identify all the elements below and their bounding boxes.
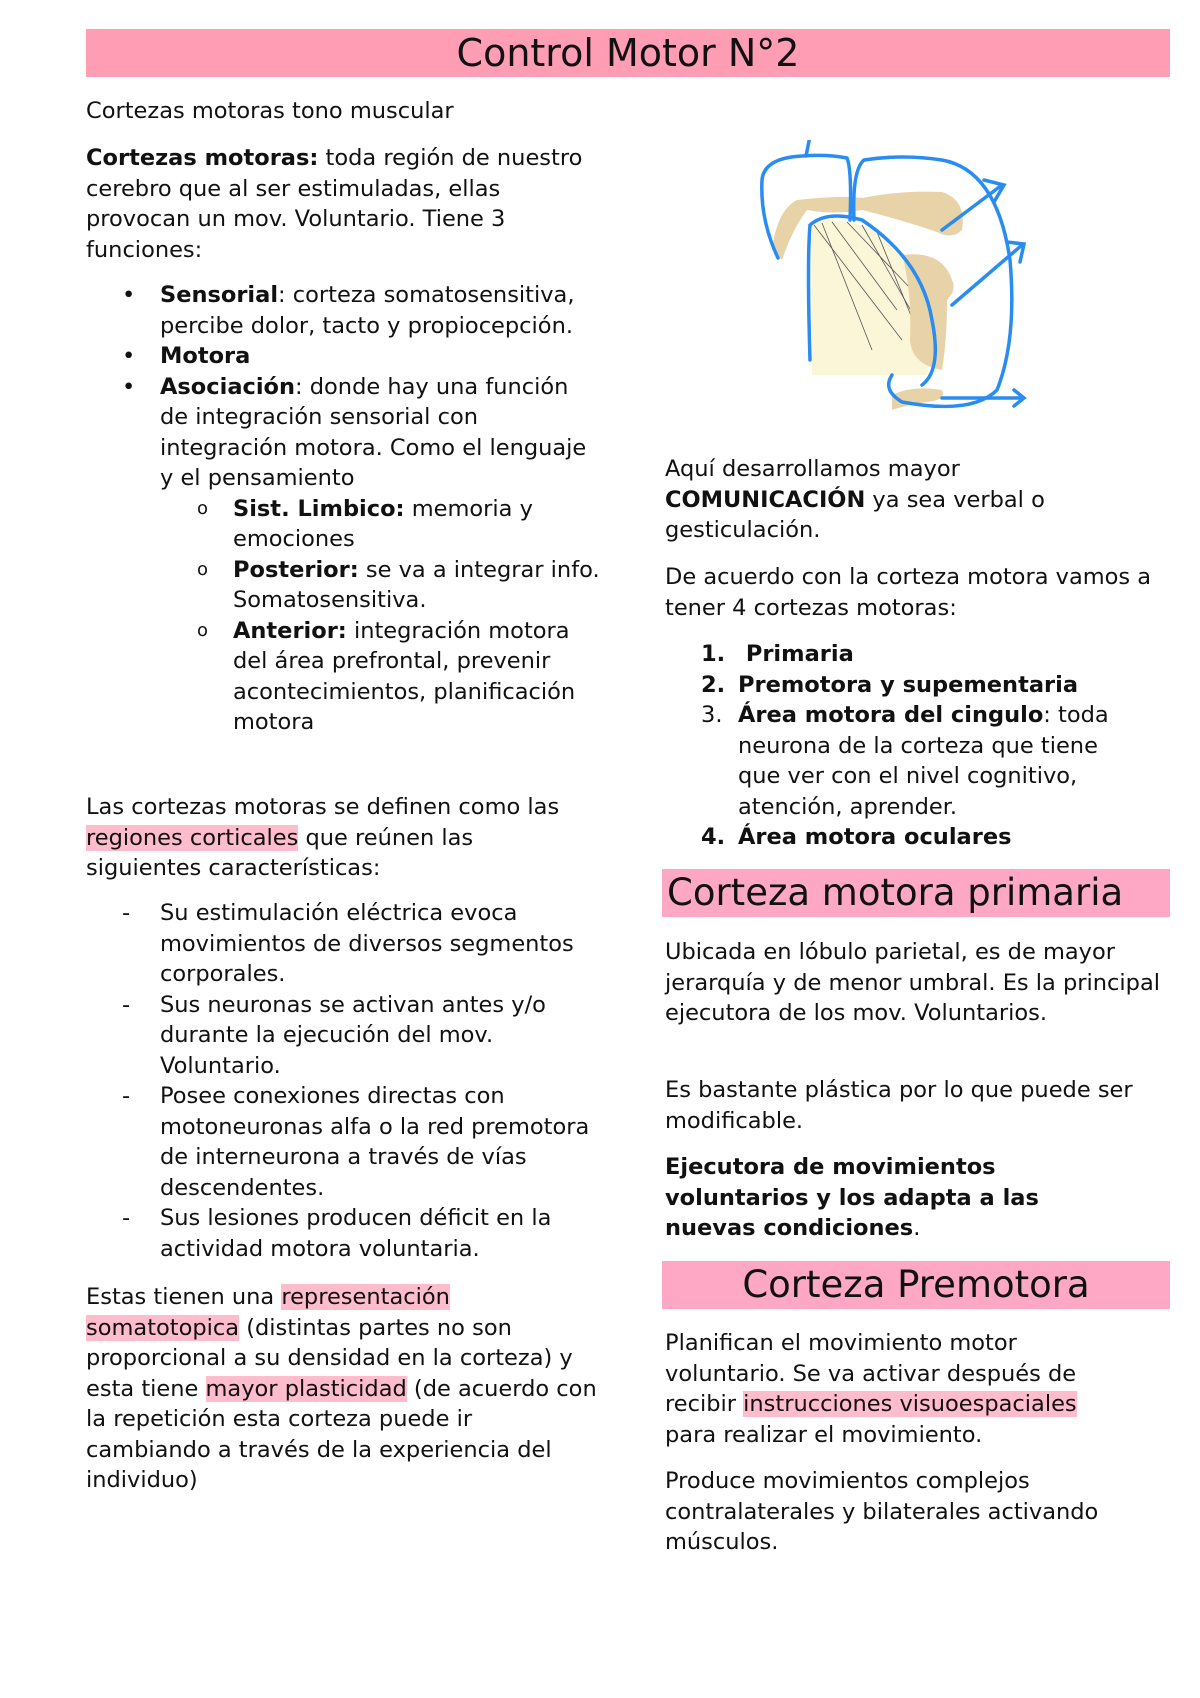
- list-item: [665, 700, 1135, 822]
- definition-paragraph: [86, 143, 606, 265]
- item-text: : donde hay una función de integración sensorial con integración motora. Como el lenguaje y el pensamiento: [160, 373, 587, 491]
- list-item: [86, 990, 606, 1082]
- item-number: 3.: [701, 702, 723, 728]
- bullet-icon: •: [122, 282, 136, 308]
- functions-list: [86, 280, 606, 738]
- sub-list-item: [86, 494, 606, 555]
- item-text: Sus lesiones producen déficit en la actividad motora voluntaria.: [160, 1205, 552, 1262]
- text: (de acuerdo con la repetición esta corteza puede ir cambiando a través de la experiencia del individuo): [86, 1375, 597, 1493]
- highlighted-text: regiones corticales: [86, 824, 299, 851]
- item-term: Primaria: [738, 641, 854, 667]
- item-text: : toda neurona de la corteza que tiene que ver con el nivel cognitivo, atención, aprender.: [738, 702, 1109, 820]
- item-term: Asociación: [160, 373, 296, 400]
- primary-paragraph-2: Es bastante plástica por lo que puede ser modificable.: [665, 1077, 1133, 1134]
- text: Estas tienen una: [86, 1284, 282, 1310]
- item-text: memoria y emociones: [233, 495, 533, 552]
- sub-list-item: [86, 616, 606, 738]
- item-text: : corteza somatosensitiva, percibe dolor, tacto y propiocepción.: [160, 282, 575, 339]
- item-text: Sus neuronas se activan antes y/o durante la ejecución del mov. Voluntario.: [160, 991, 546, 1079]
- primary-paragraph-3: [665, 1152, 1105, 1244]
- list-item: [86, 280, 606, 341]
- list-item: [86, 1203, 606, 1264]
- text: ya sea verbal o gesticulación.: [665, 486, 1045, 543]
- text: .: [913, 1215, 921, 1241]
- motor-homunculus-figure: [752, 140, 1082, 425]
- text: (distintas partes no son proporcional a su densidad en la corteza) y esta tiene: [86, 1314, 573, 1402]
- item-term: Posterior:: [233, 556, 359, 583]
- item-term: Premotora y supementaria: [738, 671, 1079, 698]
- item-term: Anterior:: [233, 617, 347, 644]
- circle-bullet-icon: o: [197, 558, 209, 580]
- item-text: Posee conexiones directas con motoneuronas alfa o la red premotora de interneurona a través de vías descendentes.: [160, 1083, 590, 1201]
- dash-icon: -: [122, 991, 131, 1018]
- item-term: Sensorial: [160, 282, 279, 308]
- premotor-paragraph-1: [665, 1328, 1125, 1450]
- text: Planifican el movimiento motor voluntario. Se va activar después de recibir: [665, 1330, 1077, 1417]
- item-number: 2.: [701, 671, 726, 698]
- list-item: [86, 1081, 606, 1203]
- list-item: [86, 341, 606, 372]
- item-text: se va a integrar info. Somatosensitiva.: [233, 556, 600, 613]
- text: Las cortezas motoras se definen como las: [86, 794, 560, 820]
- term: Cortezas motoras:: [86, 145, 319, 171]
- bold-text: COMUNICACIÓN: [665, 486, 866, 513]
- page-title: Control Motor N°2: [86, 29, 1170, 77]
- communication-paragraph: [665, 454, 1095, 546]
- regions-paragraph: [86, 792, 586, 884]
- bullet-icon: •: [122, 373, 136, 400]
- dash-icon: -: [122, 1205, 131, 1231]
- item-term: Área motora oculares: [738, 824, 1012, 850]
- text: para realizar el movimiento.: [665, 1421, 983, 1448]
- cortices-list: [665, 639, 1135, 853]
- list-item: [665, 822, 1135, 853]
- item-text: Su estimulación eléctrica evoca movimientos de diversos segmentos corporales.: [160, 900, 574, 987]
- text: que reúnen las siguientes características:: [86, 824, 474, 881]
- circle-bullet-icon: o: [197, 619, 209, 641]
- dash-icon: -: [122, 900, 131, 926]
- item-term: Motora: [160, 343, 251, 369]
- item-number: 1.: [701, 641, 726, 667]
- heading-primary-cortex: Corteza motora primaria: [662, 869, 1170, 917]
- text: Aquí desarrollamos mayor: [665, 456, 960, 482]
- item-number: 4.: [701, 824, 726, 850]
- item-term: Área motora del cingulo: [738, 702, 1044, 728]
- intro-line: Cortezas motoras tono muscular: [86, 98, 454, 124]
- bullet-icon: •: [122, 343, 136, 369]
- definition-text: toda región de nuestro cerebro que al ser estimuladas, ellas provocan un mov. Voluntario. Tiene 3 funciones:: [86, 145, 583, 263]
- highlighted-text: instrucciones visuoespaciales: [743, 1391, 1077, 1417]
- circle-bullet-icon: o: [197, 497, 209, 519]
- list-item: [86, 898, 606, 990]
- heading-premotor-cortex: Corteza Premotora: [662, 1261, 1170, 1309]
- sub-list-item: [86, 555, 606, 616]
- item-term: Sist. Limbico:: [233, 495, 405, 522]
- representation-paragraph: [86, 1282, 601, 1496]
- item-text: integración motora del área prefrontal, prevenir acontecimientos, planificación motora: [233, 617, 576, 735]
- primary-paragraph-1: Ubicada en lóbulo parietal, es de mayor jerarquía y de menor umbral. Es la principal ejecutora de los mov. Voluntarios.: [665, 939, 1160, 1026]
- dash-icon: -: [122, 1083, 131, 1109]
- four-cortices-intro: De acuerdo con la corteza motora vamos a tener 4 cortezas motoras:: [665, 564, 1152, 621]
- highlighted-text: mayor plasticidad: [205, 1375, 407, 1402]
- premotor-paragraph-2: Produce movimientos complejos contralaterales y bilaterales activando músculos.: [665, 1468, 1099, 1555]
- highlighted-text: representación somatotopica: [86, 1284, 450, 1341]
- list-item: [665, 639, 1135, 670]
- characteristics-list: [86, 898, 606, 1264]
- list-item: [86, 372, 606, 494]
- bold-text: Ejecutora de movimientos voluntarios y los adapta a las nuevas condiciones: [665, 1154, 1039, 1241]
- list-item: [665, 670, 1135, 701]
